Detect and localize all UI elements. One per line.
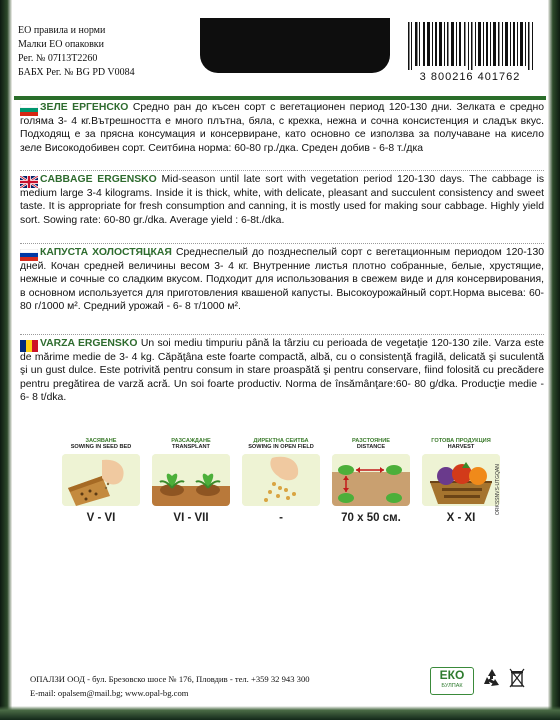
footer-email: E-mail: opalsem@mail.bg; www.opal-bg.com [30, 688, 189, 698]
barcode-number: 3 800216 401762 [419, 71, 521, 83]
calendar-value: - [279, 512, 283, 524]
regulatory-info [18, 24, 135, 80]
calendar-item-open-field [240, 438, 322, 524]
calendar-item-label-en: TRANSPLANT [172, 444, 210, 451]
calendar-item-label-bg: ЗАСЯВАНЕ [85, 438, 117, 444]
calendar-item-transplant [150, 438, 232, 524]
hang-tab [200, 18, 390, 73]
section-title: ЗЕЛЕ ЕРГЕНСКО [40, 102, 129, 113]
growing-calendar [60, 438, 510, 538]
section-title: CABBAGE ERGENSKO [40, 174, 157, 185]
calendar-item-label-bg: РАЗСАЖДАНЕ [171, 438, 211, 444]
packet-bottom-edge [0, 706, 560, 720]
seedbed-icon [62, 454, 140, 506]
green-divider-stripe [14, 96, 546, 100]
no-litter-bin-icon [508, 667, 526, 689]
calendar-item-label-en: HARVEST [447, 444, 475, 451]
calendar-item-label-bg: ДИРЕКТНА СЕИТБА [253, 438, 309, 444]
packet-right-edge [548, 0, 560, 720]
footer-address: ОПАЛЗИ ООД - бул. Брезовско шосе № 176, Пловдив - тел. +359 32 943 300 [30, 674, 310, 684]
calendar-item-label-en: SOWING IN SEED BED [70, 444, 132, 451]
recycle-icon [481, 667, 503, 689]
open-field-sowing-icon [242, 454, 320, 506]
section-text: Un soi mediu timpuriu până la târziu cu perioada de vegetaţie 120-130 zile. Varza este de mărime medie de 3- 4 kg. Căpăţâna este foarte compactă, albă, cu o consistenţă fragilă, delicată şi suculentă şi un gust dulce. Este potrivită pentru consum in stare proaspătă şi pentru conservare, fiind folosită cu precădere pentru pregătirea de varză acră. Un soi foarte productiv. Norma de însămânţare:60- 80 g/dka. Producţie medie - 6- 8 t/dka. [20, 338, 544, 404]
calendar-item-harvest [420, 438, 502, 524]
russia-flag-icon [20, 249, 38, 261]
barcode [404, 22, 540, 70]
meta-line: Рег. № 07I13Т2260 [18, 53, 98, 64]
calendar-value: 70 x 50 см. [341, 512, 401, 524]
calendar-value: V - VI [86, 512, 116, 524]
footer-contact [30, 672, 310, 700]
section-text: Mid-season until late sort with vegetation period 120-130 days. The cabbage is medium large 3-4 kilograms. Inside it is thick, white, with delicate, pleasant and succulent consistency and sweet taste. It is appropriate for fresh consumption and canning, it is mostly used for making sour cabbage. Highly yield sort. Sowing rate: 60-80 gr./dka. Average yield : 6-8t./dka. [20, 174, 545, 226]
section-russian [20, 246, 544, 314]
section-divider [20, 334, 544, 335]
section-text: Среднеспелый до позднеспелый сорт с вегетационным периодом 120-130 дней. Кочан средней величины весом 3- 4 кг. Внутренние листья плотно собранные, белые, хрустящие, нежные и сочные со сладким вкусом. Подходит для использования в свежем виде и для консервирования, в основном используется для приготовления квашеной капусты. Высокоурожайный сорт.Норма высева: 60- 80 г/1000 м². Средний урожай - 6- 8 т/1000 м². [20, 247, 544, 313]
eco-bulpak-logo [430, 667, 474, 695]
section-text: Средно ран до късен сорт с вегетационен период 120-130 дни. Зелката е средно голяма 3- 4 кг.Вътрешността е много плътна, бяла, с крехка, нежна и сочна консистенция и сладък вкус. Подходящ е за прясна консумация и консервиране, като основно се използва за получаване на кисело зеле Високодобивен сорт. Сеитбина норма: 60-80 гр./дка. Среден добив - 6-8 т./дка [20, 102, 544, 154]
calendar-value: X - XI [446, 512, 476, 524]
calendar-item-seedbed [60, 438, 142, 524]
meta-line: БАБХ Рег. № BG PD V0084 [18, 67, 135, 78]
meta-line: Малки ЕО опаковки [18, 39, 105, 50]
calendar-item-label-en: DISTANCE [356, 444, 386, 451]
romania-flag-icon [20, 340, 38, 352]
calendar-item-label-en: SOWING IN OPEN FIELD [248, 444, 314, 451]
uk-flag-icon [20, 176, 38, 188]
calendar-item-label-bg: ГОТОВА ПРОДУКЦИЯ [431, 438, 491, 444]
packet-left-edge [0, 0, 12, 720]
section-divider [20, 170, 544, 171]
calendar-item-distance [330, 438, 412, 524]
distance-icon [332, 454, 410, 506]
side-code: ORKSSNVS-UTGQAN [495, 464, 501, 515]
calendar-item-label-bg: РАЗСТОЯНИЕ [352, 438, 390, 444]
harvest-icon [422, 454, 500, 506]
eco-logo-text: ЕКО [439, 668, 465, 682]
eco-logo-subtext: БУЛПАК [441, 683, 463, 689]
section-bulgarian [20, 101, 544, 155]
section-title: КАПУСТА ХОЛОСТЯЦКАЯ [40, 247, 172, 258]
section-title: VARZA ERGENSKO [40, 338, 138, 349]
section-romanian [20, 337, 544, 405]
section-divider [20, 243, 544, 244]
transplant-icon [152, 454, 230, 506]
meta-line: ЕО правила и норми [18, 25, 106, 36]
section-english [20, 173, 544, 227]
calendar-value: VI - VII [173, 512, 209, 524]
bulgaria-flag-icon [20, 104, 38, 116]
